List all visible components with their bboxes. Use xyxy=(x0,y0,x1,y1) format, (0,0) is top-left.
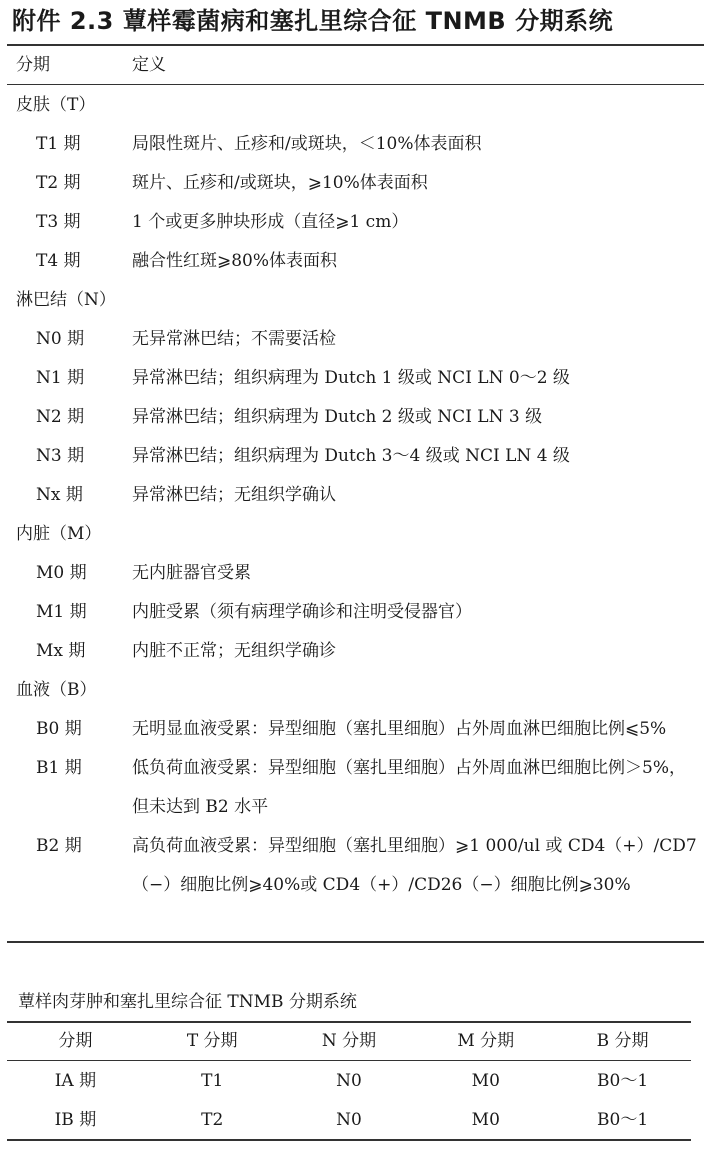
stage-label: B1 期 xyxy=(36,758,82,778)
stage-definition: 内脏受累（须有病理学确诊和注明受侵器官） xyxy=(132,602,472,622)
staging-bottom-rule xyxy=(7,1139,691,1141)
stage-label: Nx 期 xyxy=(36,485,83,505)
stage-definition: 低负荷血液受累：异型细胞（塞扎里细胞）占外周血淋巴细胞比例＞5%，但未达到 B2 水平 xyxy=(132,758,686,817)
table-cell: M0 xyxy=(471,1110,500,1130)
section-viscera: 内脏（M） xyxy=(16,524,102,544)
table-row xyxy=(0,593,714,632)
table-row xyxy=(0,710,714,749)
stage-definition: 1 个或更多肿块形成（直径⩾1 cm） xyxy=(132,212,409,232)
table-row xyxy=(0,164,714,203)
stage-label: N3 期 xyxy=(36,446,85,466)
table-cell: ⅠA 期 xyxy=(54,1071,97,1091)
table-cell: ⅠB 期 xyxy=(54,1110,97,1130)
section-blood: 血液（B） xyxy=(16,680,97,700)
table-row xyxy=(0,554,714,593)
stage-definition: 异常淋巴结；无组织学确认 xyxy=(132,485,336,505)
table-row xyxy=(0,398,714,437)
header-b-stage: B 分期 xyxy=(596,1031,649,1051)
stage-definition: 无内脏器官受累 xyxy=(132,563,251,583)
table-row xyxy=(0,125,714,164)
table-cell: N0 xyxy=(336,1110,362,1130)
staging-definition-table xyxy=(0,86,714,905)
stage-definition: 异常淋巴结；组织病理为 Dutch 3～4 级或 NCI LN 4 级 xyxy=(132,446,570,466)
stage-label: M0 期 xyxy=(36,563,87,583)
stage-label: N2 期 xyxy=(36,407,85,427)
table-row xyxy=(0,437,714,476)
table-row xyxy=(0,203,714,242)
table-row xyxy=(7,1062,691,1101)
table-cell: N0 xyxy=(336,1071,362,1091)
table-row xyxy=(0,320,714,359)
stage-label: M1 期 xyxy=(36,602,87,622)
stage-label: N0 期 xyxy=(36,329,85,349)
section-skin: 皮肤（T） xyxy=(16,95,96,115)
stage-label: Mx 期 xyxy=(36,641,86,661)
stage-label: T3 期 xyxy=(36,212,81,232)
stage-definition: 异常淋巴结；组织病理为 Dutch 1 级或 NCI LN 0～2 级 xyxy=(132,368,570,388)
table-top-rule xyxy=(7,44,704,46)
document-title: 附件 2.3 蕈样霉菌病和塞扎里综合征 TNMB 分期系统 xyxy=(12,7,614,35)
header-rule xyxy=(7,84,704,85)
table-bottom-rule xyxy=(7,941,704,943)
stage-label: N1 期 xyxy=(36,368,85,388)
header-stage: 分期 xyxy=(58,1031,93,1051)
stage-definition: 异常淋巴结；组织病理为 Dutch 2 级或 NCI LN 3 级 xyxy=(132,407,543,427)
stage-label: B2 期 xyxy=(36,836,82,856)
table-cell: B0～1 xyxy=(597,1071,649,1091)
section-lymph-node: 淋巴结（N） xyxy=(16,290,116,310)
table-row xyxy=(0,749,714,827)
header-t-stage: T 分期 xyxy=(186,1031,238,1051)
table-row xyxy=(0,632,714,671)
table-row xyxy=(0,476,714,515)
staging-header-row xyxy=(7,1023,691,1060)
table-row xyxy=(0,359,714,398)
header-m-stage: M 分期 xyxy=(457,1031,515,1051)
stage-definition: 局限性斑片、丘疹和/或斑块，＜10%体表面积 xyxy=(132,134,482,154)
header-n-stage: N 分期 xyxy=(321,1031,377,1051)
stage-definition: 融合性红斑⩾80%体表面积 xyxy=(132,251,338,271)
stage-label: T1 期 xyxy=(36,134,81,154)
stage-label: T2 期 xyxy=(36,173,81,193)
stage-label: B0 期 xyxy=(36,719,82,739)
staging-table-title: 蕈样肉芽肿和塞扎里综合征 TNMB 分期系统 xyxy=(18,992,357,1012)
table-cell: T2 xyxy=(201,1110,224,1130)
stage-label: T4 期 xyxy=(36,251,81,271)
table-row xyxy=(7,1101,691,1140)
table-row xyxy=(0,827,714,905)
stage-definition: 高负荷血液受累：异型细胞（塞扎里细胞）⩾1 000/ul 或 CD4（+）/CD7（−）细胞比例⩾40%或 CD4（+）/CD26（−）细胞比例⩾30% xyxy=(132,836,697,895)
stage-definition: 内脏不正常；无组织学确诊 xyxy=(132,641,336,661)
table-row xyxy=(0,242,714,281)
stage-definition: 无明显血液受累：异型细胞（塞扎里细胞）占外周血淋巴细胞比例⩽5% xyxy=(132,719,667,739)
header-definition: 定义 xyxy=(132,55,166,75)
table-cell: B0～1 xyxy=(597,1110,649,1130)
header-stage: 分期 xyxy=(16,55,50,75)
table-cell: T1 xyxy=(201,1071,224,1091)
staging-header-rule xyxy=(7,1060,691,1061)
table-cell: M0 xyxy=(471,1071,500,1091)
stage-definition: 斑片、丘疹和/或斑块，⩾10%体表面积 xyxy=(132,173,428,193)
stage-definition: 无异常淋巴结；不需要活检 xyxy=(132,329,336,349)
